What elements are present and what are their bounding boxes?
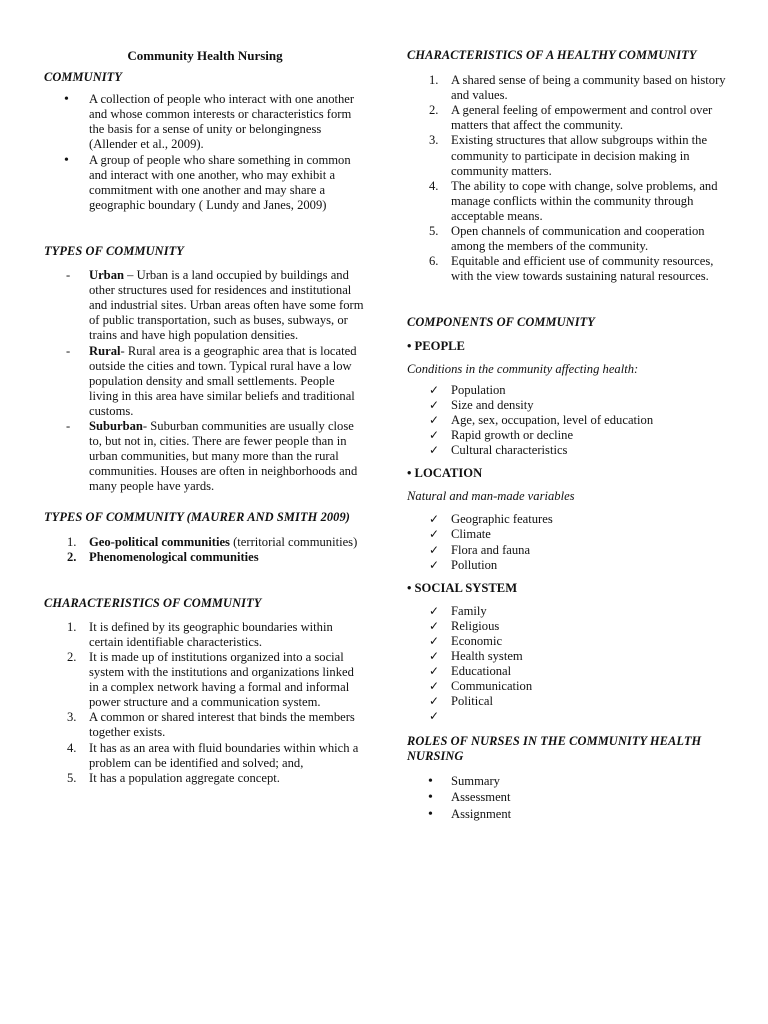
list-item: 2. A general feeling of empowerment and control over matters that affect the community. [429, 103, 713, 133]
list-item: 4. It has as an area with fluid boundaries within which a problem can be identified and solved; and, [67, 740, 359, 770]
list-item: ✓ Rapid growth or decline [429, 427, 574, 442]
location-list [407, 512, 727, 572]
components-heading: COMPONENTS OF COMMUNITY [407, 315, 595, 330]
social-system-heading: • SOCIAL SYSTEM [407, 580, 518, 595]
right-column [407, 48, 727, 822]
list-item: - Urban – Urban is a land occupied by buildings and other structures used for residences and institutional and industrial sites. Urban areas often have some form of public transportation, such as buses, subways, or trains and have high population densities. [66, 268, 364, 343]
list-item: ✓ Cultural characteristics [429, 443, 568, 458]
list-item: • A collection of people who interact with one another and whose common interests or characteristics form the basis for a sense of unity or belongingness (Allender et al., 2009). [64, 92, 355, 152]
check-icon: ✓ [429, 427, 440, 442]
left-column [44, 48, 366, 786]
list-item: • A group of people who share something in common and interact with one another, who may exhibit a commitment with one another and may share a geographic boundary ( Lundy and Janes, 2009) [64, 152, 351, 212]
community-definitions-list [44, 92, 366, 213]
types-heading: TYPES OF COMMUNITY [44, 243, 184, 258]
community-heading: COMMUNITY [44, 70, 123, 85]
list-item: ✓ Size and density [429, 397, 534, 412]
list-item: ✓ Political [429, 694, 493, 709]
list-item: 5. Open channels of communication and cooperation among the members of the community. [429, 224, 705, 254]
check-icon: ✓ [429, 603, 440, 618]
list-item: ✓ Communication [429, 679, 533, 694]
people-subheading: Conditions in the community affecting health: [407, 361, 639, 376]
social-system-list [407, 604, 727, 725]
list-item: ✓ Religious [429, 618, 500, 633]
check-icon: ✓ [429, 412, 440, 427]
dash-marker: - [66, 343, 71, 358]
check-icon: ✓ [429, 649, 440, 664]
dash-marker: - [66, 418, 71, 433]
bullet-marker: • [64, 92, 69, 108]
healthy-community-heading: CHARACTERISTICS OF A HEALTHY COMMUNITY [407, 48, 697, 62]
check-icon: ✓ [429, 709, 440, 724]
location-heading: • LOCATION [407, 466, 483, 481]
list-item: - Rural- Rural area is a geographic area that is located outside the cities and town. Typical rural have a low population density and small settlements. People living in this area have similar beliefs and traditional customs. [66, 343, 357, 418]
list-item: ✓ Health system [429, 649, 523, 664]
bullet-marker: • [64, 152, 69, 168]
people-list [407, 383, 727, 458]
check-icon: ✓ [429, 542, 440, 557]
check-icon: ✓ [429, 634, 440, 648]
list-item: ✓ Flora and fauna [429, 542, 531, 557]
list-item: 3. Existing structures that allow subgroups within the community to participate in decision making in community matters. [429, 133, 708, 178]
types-maurer-list [44, 535, 366, 565]
list-item: ✓ Economic [429, 634, 503, 648]
list-item: ✓ Population [429, 382, 506, 397]
list-item: 6. Equitable and efficient use of community resources, with the view towards sustaining natural resources. [429, 254, 714, 284]
document-title: Community Health Nursing [127, 48, 283, 63]
check-icon: ✓ [429, 443, 440, 458]
dash-marker: - [66, 268, 71, 283]
list-item: 4. The ability to cope with change, solve problems, and manage conflicts within the community through acceptable means. [429, 178, 718, 223]
list-item: ✓ Age, sex, occupation, level of education [429, 412, 654, 427]
list-item: ✓ Pollution [429, 557, 498, 572]
list-item [407, 709, 727, 724]
types-list [44, 268, 366, 494]
check-icon: ✓ [429, 679, 440, 694]
check-icon: ✓ [429, 664, 440, 679]
list-item: - Suburban- Suburban communities are usually close to, but not in, cities. There are fewer people than in urban communities, but many more than the rural communities. Houses are often in neighborhoods and many people have yards. [66, 418, 358, 494]
list-item: ✓ Educational [429, 664, 512, 679]
roles-heading: ROLES OF NURSES IN THE COMMUNITY HEALTH NURSING [407, 733, 702, 763]
location-subheading: Natural and man-made variables [407, 489, 575, 504]
healthy-community-list [407, 73, 727, 284]
list-item: 3. A common or shared interest that binds the members together exists. [67, 710, 355, 740]
list-item: 1. It is defined by its geographic boundaries within certain identifiable characteristics. [67, 619, 333, 649]
list-item: 2. It is made up of institutions organized into a social system with the institutions and organizations linked in a complex network having a formal and informal power structure and a communication system. [67, 650, 354, 710]
check-icon: ✓ [429, 382, 440, 397]
check-icon: ✓ [429, 512, 440, 527]
list-item: 1. A shared sense of being a community based on history and values. [429, 73, 726, 103]
list-item: 2. Phenomenological communities [67, 549, 259, 564]
check-icon: ✓ [429, 527, 440, 542]
check-icon: ✓ [429, 694, 440, 709]
list-item: 5. It has a population aggregate concept. [67, 770, 280, 785]
list-item: ✓ Geographic features [429, 512, 553, 527]
people-heading: • PEOPLE [407, 338, 465, 353]
check-icon: ✓ [429, 397, 440, 412]
list-item: • Summary [428, 773, 500, 789]
characteristics-list [44, 620, 366, 786]
characteristics-heading: CHARACTERISTICS OF COMMUNITY [44, 595, 262, 610]
check-icon: ✓ [429, 557, 440, 572]
roles-list [407, 774, 727, 822]
types-maurer-heading: TYPES OF COMMUNITY (MAURER AND SMITH 2009) [44, 510, 350, 525]
bullet-marker: • [428, 806, 433, 822]
bullet-marker: • [428, 773, 433, 789]
list-item: ✓ Climate [429, 527, 491, 542]
bullet-marker: • [428, 790, 433, 806]
list-item: 1. Geo-political communities (territorial communities) [67, 534, 358, 549]
list-item: • Assessment [428, 790, 511, 806]
check-icon: ✓ [429, 618, 440, 633]
list-item: ✓ Family [429, 603, 487, 618]
list-item: • Assignment [428, 806, 512, 822]
